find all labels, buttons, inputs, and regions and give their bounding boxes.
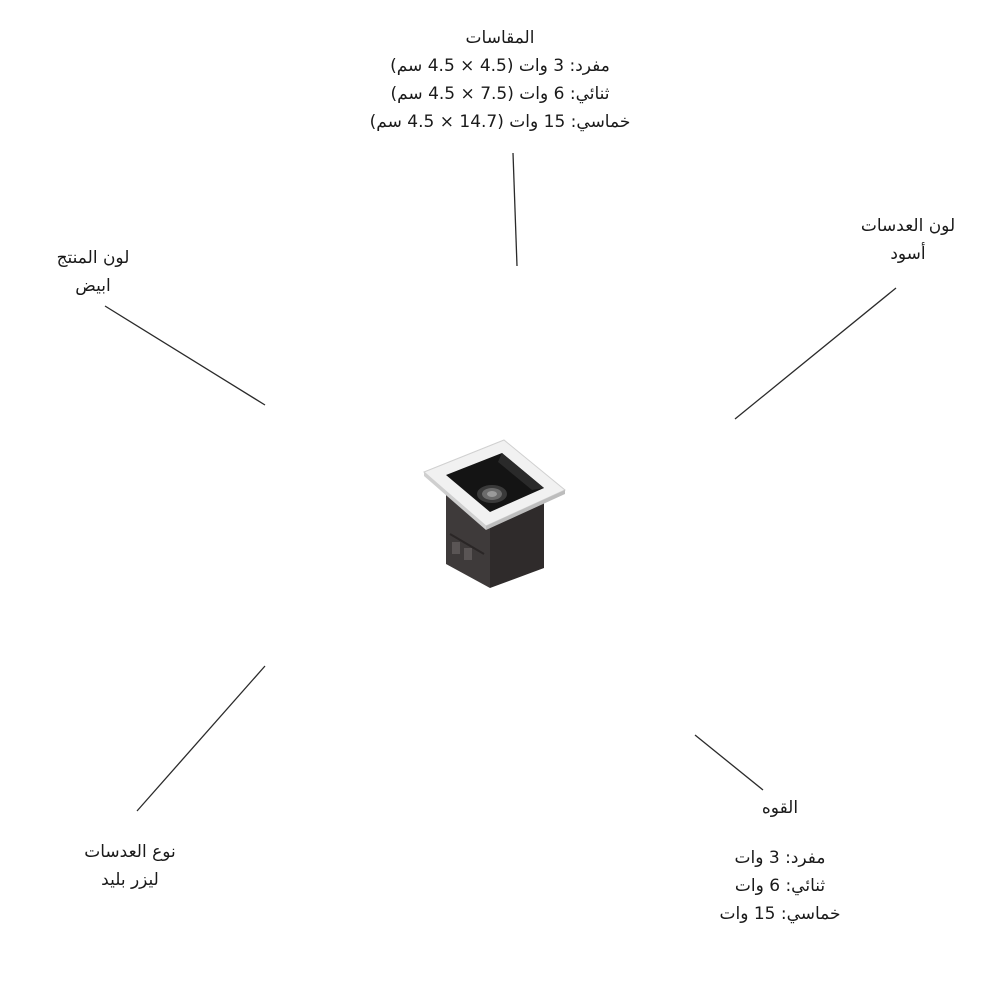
dimensions-line-quintuple: خماسي: 15 وات (14.7 × 4.5 سم) [369,112,631,132]
dimensions-line-single: مفرد: 3 وات (4.5 × 4.5 سم) [390,56,610,76]
callout-lens-type [50,838,210,894]
callout-dimensions [330,24,670,136]
power-title: القوه [761,798,799,818]
lens-color-title: لون العدسات [860,216,956,236]
leader-product-color [105,306,265,405]
product-color-value: ابيض [75,276,111,296]
product-clip [464,548,472,560]
leader-lens-color [735,288,896,419]
dimensions-title: المقاسات [465,28,535,48]
power-line-quintuple: خماسي: 15 وات [719,904,841,924]
lens-type-value: ليزر بليد [101,870,159,890]
spotlight-product-image [420,430,570,595]
dimensions-line-double: ثنائي: 6 وات (7.5 × 4.5 سم) [390,84,610,104]
leader-power [695,735,763,790]
lens-color-value: أسود [890,244,926,264]
power-line-double: ثنائي: 6 وات [734,876,826,896]
leader-dimensions [513,153,517,266]
lens-type-title: نوع العدسات [84,842,176,862]
callout-product-color [18,244,168,300]
callout-lens-color [828,212,988,268]
product-color-title: لون المنتج [56,248,130,268]
product-clip [452,542,460,554]
power-line-single: مفرد: 3 وات [734,848,826,868]
callout-power [690,794,870,928]
leader-lens-type [137,666,265,811]
